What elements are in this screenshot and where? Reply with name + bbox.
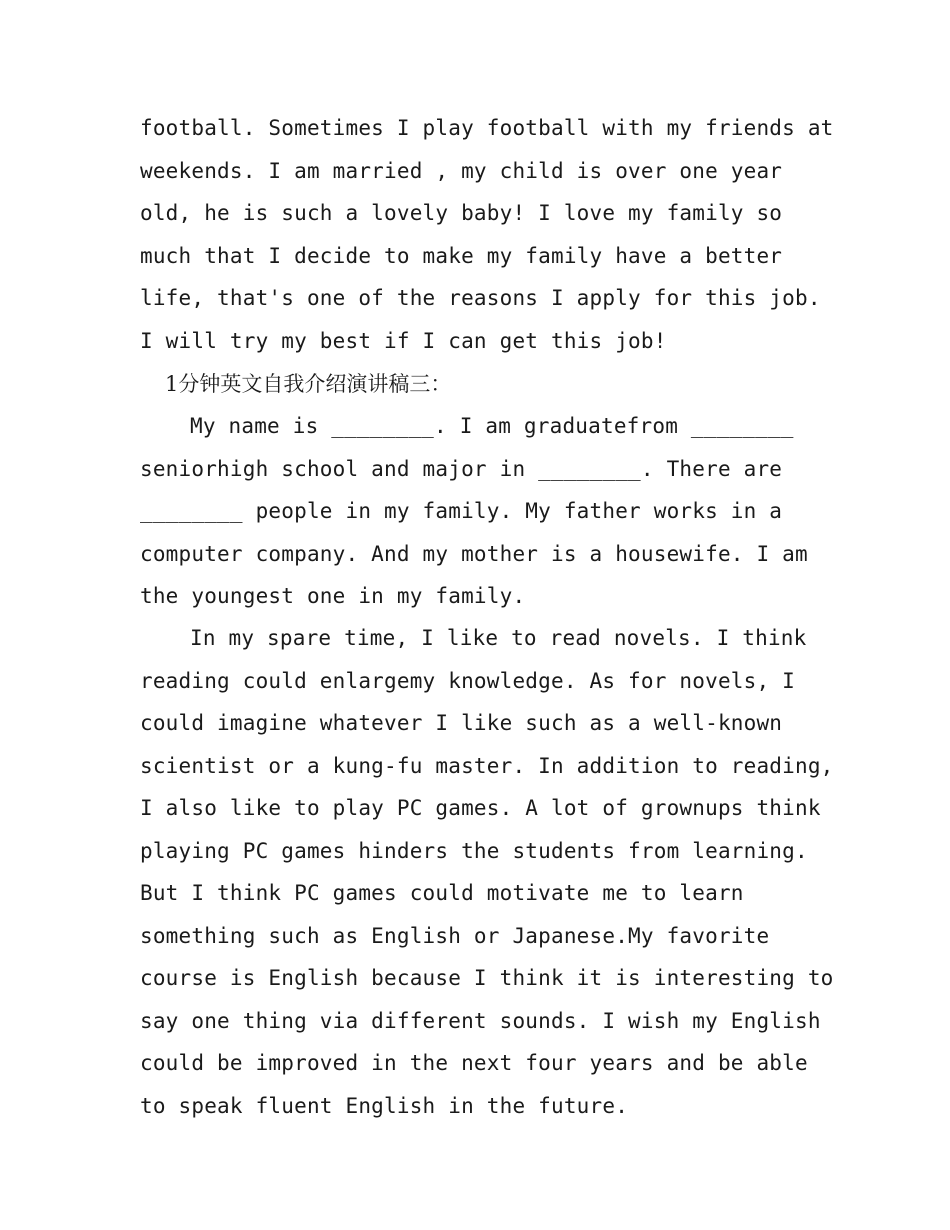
paragraph-line: course is English because I think it is interesting to [140, 966, 834, 990]
hobbies-paragraph [140, 617, 834, 1127]
paragraph-line: I also like to play PC games. A lot of grownups think [140, 796, 821, 820]
paragraph-line: something such as English or Japanese.My favorite [140, 923, 770, 948]
paragraph-line: seniorhigh school and major in ________. There are [140, 456, 783, 481]
paragraph-line: the youngest one in my family. [140, 584, 526, 608]
paragraph-line: reading could enlargemy knowledge. As for novels, I [140, 668, 795, 693]
paragraph-line: old, he is such a lovely baby! I love my family so [140, 201, 783, 225]
paragraph-line: In my spare time, I like to read novels. I think [190, 626, 807, 650]
paragraph-line: to speak fluent English in the future. [140, 1093, 629, 1118]
paragraph-line: I will try my best if I can get this job! [140, 328, 667, 353]
paragraph-line: football. Sometimes I play football with my friends at [140, 116, 834, 140]
section-heading: 1分钟英文自我介绍演讲稿三： [165, 372, 452, 396]
paragraph-line: life, that's one of the reasons I apply for this job. [140, 286, 821, 310]
paragraph-line: could be improved in the next four years and be able [140, 1051, 808, 1075]
paragraph-line: computer company. And my mother is a housewife. I am [140, 541, 808, 566]
paragraph-line: ________ people in my family. My father works in a [140, 499, 783, 523]
continuation-paragraph [140, 107, 834, 362]
paragraph-line: playing PC games hinders the students from learning. [140, 838, 808, 863]
paragraph-line: But I think PC games could motivate me to learn [140, 881, 744, 905]
paragraph-line: weekends. I am married , my child is over one year [140, 158, 783, 183]
paragraph-line: say one thing via different sounds. I wish my English [140, 1008, 821, 1033]
paragraph-line: scientist or a kung-fu master. In addition to reading, [140, 753, 834, 778]
paragraph-line: could imagine whatever I like such as a well-known [140, 711, 783, 735]
paragraph-line: My name is ________. I am graduatefrom ________ [190, 414, 794, 438]
paragraph-line: much that I decide to make my family have a better [140, 243, 783, 268]
intro-paragraph [140, 405, 820, 618]
